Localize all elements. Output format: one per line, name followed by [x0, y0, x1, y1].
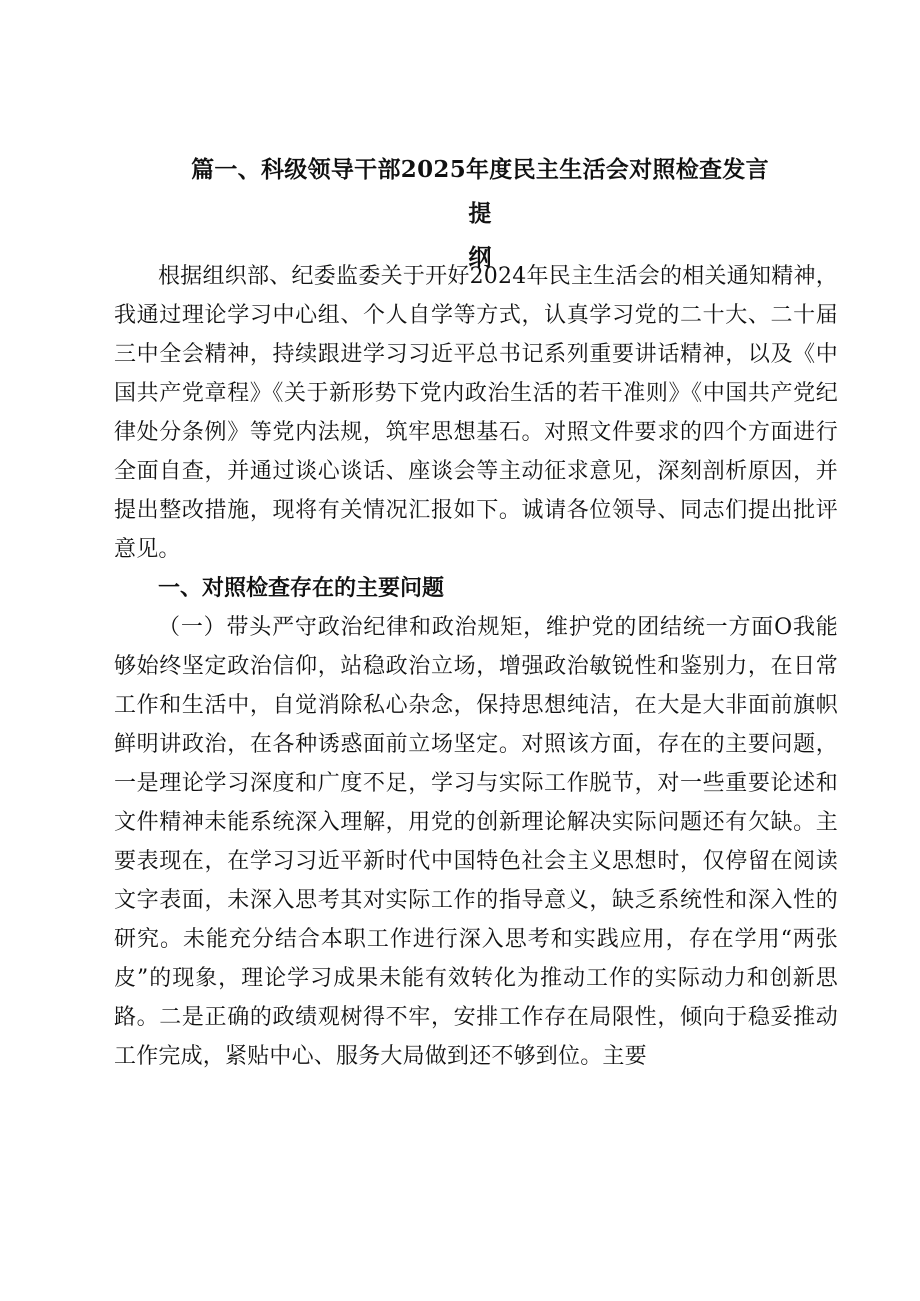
section-paragraph: （一）带头严守政治纪律和政治规矩，维护党的团结统一方面O我能够始终坚定政治信仰，站稳政治立场，增强政治敏锐性和鉴别力，在日常工作和生活中，自觉消除私心杂念，保持思想纯洁，在大是大非面前旗帜鲜明讲政治，在各种诱惑面前立场坚定。对照该方面，存在的主要问题，一是理论学习深度和广度不足，学习与实际工作脱节，对一些重要论述和文件精神未能系统深入理解，用党的创新理论解决实际问题还有欠缺。主要表现在，在学习习近平新时代中国特色社会主义思想时，仅停留在阅读文字表面，未深入思考其对实际工作的指导意义，缺乏系统性和深入性的研究。未能充分结合本职工作进行深入思考和实践应用，存在学用“两张皮”的现象，理论学习成果未能有效转化为推动工作的实际动力和创新思路。二是正确的政绩观树得不牢，安排工作存在局限性，倾向于稳妥推动工作完成，紧贴中心、服务大局做到还不够到位。主要 [114, 615, 838, 1069]
title-line-1: 篇一、科级领导干部2025年度民主生活会对照检查发言提 [191, 156, 769, 227]
section-heading: 一、对照检查存在的主要问题 [158, 575, 445, 601]
title-line-2: 纲 [468, 244, 492, 271]
intro-paragraph: 根据组织部、纪委监委关于开好2024年民主生活会的相关通知精神，我通过理论学习中心组、个人自学等方式，认真学习党的二十大、二十届三中全会精神，持续跟进学习习近平总书记系列重要讲话精神，以及《中国共产党章程》《关于新形势下党内政治生活的若干准则》《中国共产党纪律处分条例》等党内法规，筑牢思想基石。对照文件要求的四个方面进行全面自查，并通过谈心谈话、座谈会等主动征求意见，深刻剖析原因，并提出整改措施，现将有关情况汇报如下。诚请各位领导、同志们提出批评意见。 [114, 264, 838, 562]
document-body [114, 257, 838, 1076]
